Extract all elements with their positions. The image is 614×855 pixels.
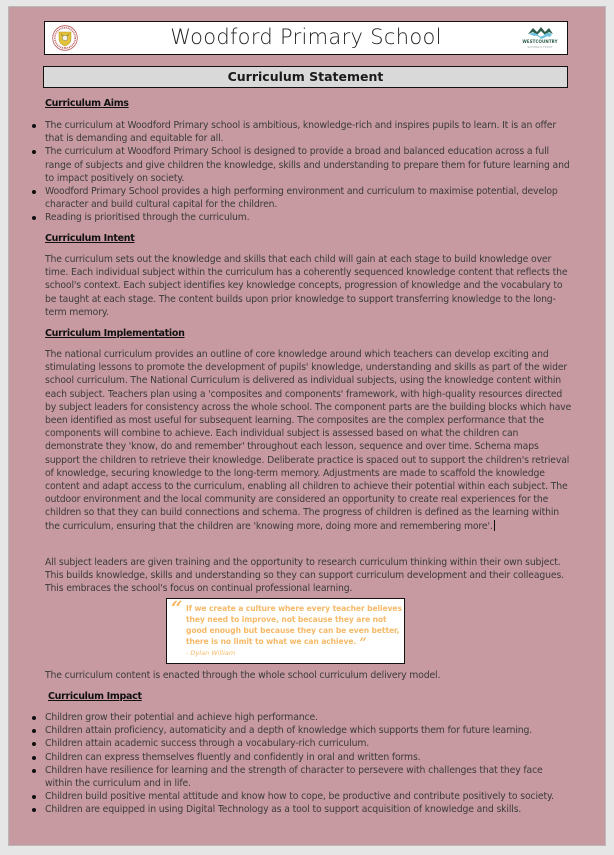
implementation-heading: Curriculum Implementation — [45, 328, 185, 339]
bullet-icon — [32, 729, 36, 733]
bullet-icon — [32, 716, 36, 720]
school-name-title: Woodford Primary School — [170, 25, 442, 49]
list-item-text: Children attain proficiency, automaticity and a depth of knowledge which supports them for future learning. — [45, 725, 533, 737]
bullet-icon — [32, 150, 36, 154]
list-item-text: Reading is prioritised through the curriculum. — [45, 212, 250, 224]
list-item-text: Children have resilience for learning and the strength of character to persevere with challenges that they face within the curriculum and in life. — [45, 764, 543, 790]
bullet-icon — [32, 756, 36, 760]
quote-author: - Dylan William — [186, 649, 236, 657]
implementation-paragraph-3: The curriculum content is enacted through the whole school curriculum delivery model. — [45, 670, 441, 681]
list-item-text: Children can express themselves fluently and confidently in oral and written forms. — [45, 751, 421, 763]
list-item-text: Children grow their potential and achieve high performance. — [45, 712, 318, 723]
bullet-icon — [32, 795, 36, 799]
quote-box — [166, 598, 405, 664]
list-item — [31, 119, 571, 145]
bullet-icon — [32, 808, 36, 812]
intent-paragraph: The curriculum sets out the knowledge and skills that each child will gain at each stage to build knowledge over time. Each individual subject within the curriculum has a coherently sequenced knowledge content that reflects the school's context. Each subject identifies key knowledge concepts, progression of knowledge and the vocabulary to be taught at each stage. The content builds upon prior knowledge to support transferring knowledge to the long-term memory. — [45, 254, 568, 318]
open-quote-icon: “ — [171, 596, 183, 620]
quote-text — [186, 604, 402, 651]
list-item-text: Woodford Primary School provides a high performing environment and curriculum to maximise potential, develop character and build cultural capital for the children. — [45, 186, 558, 211]
list-item-text: The curriculum at Woodford Primary School is designed to provide a broad and balanced education across a full range of subjects and give children the knowledge, skills and understanding to prepare them for future learning and to impact positively on society. — [45, 146, 570, 184]
implementation-paragraph-1 — [45, 348, 573, 533]
intent-heading: Curriculum Intent — [45, 233, 135, 244]
impact-list — [31, 711, 571, 817]
list-item-text: Children are equipped in using Digital Technology as a tool to support acquisition of knowledge and skills. — [45, 804, 522, 816]
list-item — [31, 764, 571, 790]
westcountry-logo-icon — [520, 25, 560, 52]
westcountry-brand-subtext: SCHOOLS TRUST — [527, 45, 553, 49]
header-banner — [44, 21, 568, 55]
list-item — [31, 145, 571, 185]
list-item-text: Children attain academic success through a vocabulary-rich curriculum. — [45, 738, 370, 750]
implementation-paragraph-1-text: The national curriculum provides an outline of core knowledge around which teachers can develop exciting and stimulating lessons to promote the development of pupils' knowledge, understanding and skills as part of the wider school curriculum. The National Curriculum is delivered as individual subjects, using the knowledge content within each subject. Teachers plan using a 'composites and components' framework, with high-quality resources directed by subject leaders for consistency across the whole school. The component parts are the building blocks which have been identified as most useful for subsequent learning. The composites are the complex performance that the components will combine to achieve. Each individual subject is assessed based on what the children can demonstrate they 'know, do and remember' throughout each lesson, sequence and over time. Schema maps support the children to retrieve their knowledge. Deliberate practice is spaced out to support the children's retrieval of knowledge, securing knowledge to the long-term memory. Adjustments are made to scaffold the knowledge content and adapt access to the curriculum, enabling all children to achieve their potential within each subject. The outdoor environment and the local community are considered an opportunity to create real experiences for the children so that they can build connections and schema. The progress of children is defined as the learning within the curriculum, ensuring that the children are 'knowing more, doing more and remembering more'. — [45, 349, 572, 532]
aims-list — [31, 119, 571, 225]
westcountry-brand-text: WESTCOUNTRY — [522, 39, 558, 44]
list-item — [31, 803, 571, 816]
list-item — [31, 790, 571, 803]
list-item — [31, 211, 571, 224]
statement-title: Curriculum Statement — [43, 66, 568, 88]
implementation-paragraph-2: All subject leaders are given training and the opportunity to research curriculum thinking within their own subject. This builds knowledge, skills and understanding so they can support curriculum development and their colleagues. This embraces the school's focus on continual professional learning. — [45, 557, 564, 595]
list-item — [31, 724, 571, 737]
list-item — [31, 737, 571, 750]
bullet-icon — [32, 190, 36, 194]
list-item-text: Children build positive mental attitude and know how to cope, be productive and contribute positively to society. — [45, 791, 554, 803]
quote-body: If we create a culture where every teacher believes they need to improve, not because they are not good enough but because they can be even better, there is no limit to what we can achieve. — [186, 604, 402, 646]
bullet-icon — [32, 124, 36, 128]
list-item — [31, 711, 571, 724]
bullet-icon — [32, 769, 36, 773]
list-item-text: The curriculum at Woodford Primary school is ambitious, knowledge-rich and inspires pupils to learn. It is an offer that is demanding and equitable for all. — [45, 120, 557, 145]
close-quote-icon: ” — [359, 635, 367, 651]
aims-heading: Curriculum Aims — [45, 98, 129, 109]
list-item — [31, 751, 571, 764]
bullet-icon — [32, 742, 36, 746]
text-cursor — [494, 520, 495, 531]
impact-heading: Curriculum Impact — [48, 691, 142, 702]
list-item — [31, 185, 571, 211]
document-page — [8, 6, 606, 846]
bullet-icon — [32, 216, 36, 220]
